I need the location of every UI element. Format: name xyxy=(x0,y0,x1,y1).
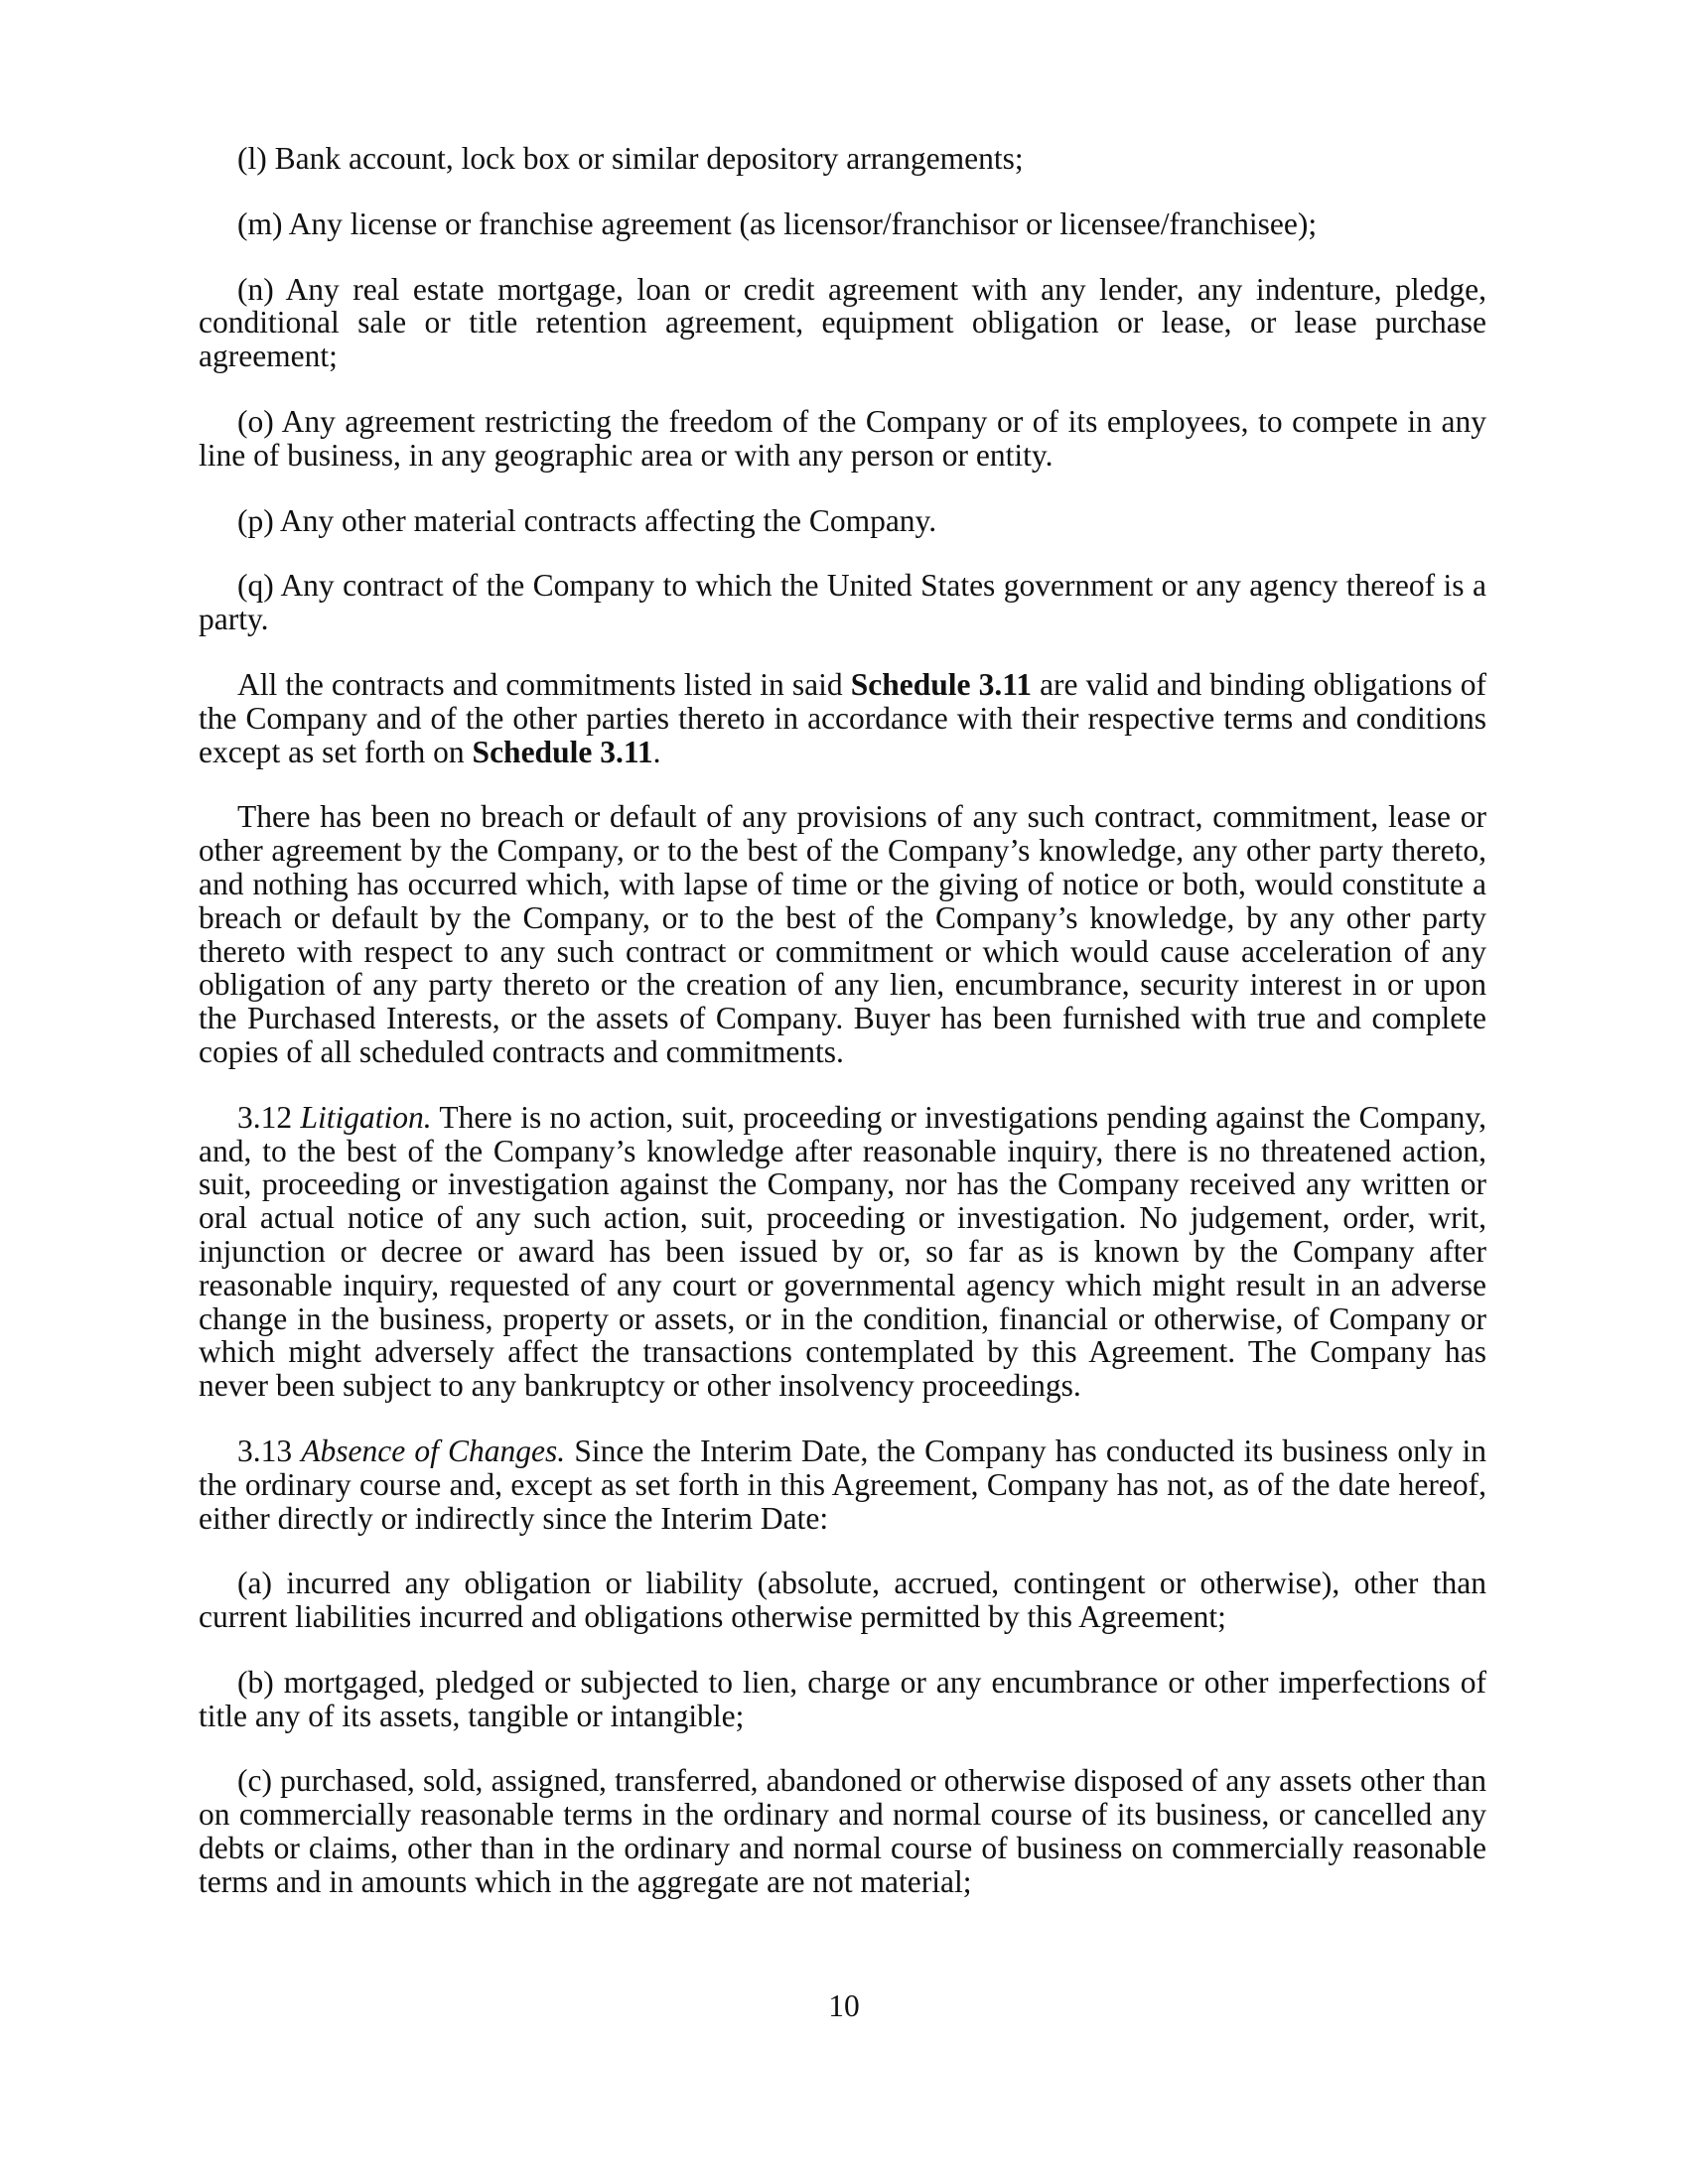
section-number: 3.13 xyxy=(237,1433,293,1468)
clause-b: (b) mortgaged, pledged or subjected to lien, charge or any encumbrance or other imperfections of title any of its assets, tangible or intangible; xyxy=(199,1664,1486,1733)
section-number: 3.12 xyxy=(237,1099,293,1135)
section-body: There is no action, suit, proceeding or investigations pending against the Company, and, to the best of the Company’s knowledge after reasonable inquiry, there is no threatened action, suit, proceeding or investigation against the Company, nor has the Company received any written or oral actual notice of any such action, suit, proceeding or investigation. No judgement, order, writ, injunction or decree or award has been issued by or, so far as is known by the Company after reasonable inquiry, requested of any court or governmental agency which might result in an adverse change in the business, property or assets, or in the condition, financial or otherwise, of Company or which might adversely affect the transactions contemplated by this Agreement. The Company has never been subject to any bankruptcy or other insolvency proceedings. xyxy=(199,1099,1487,1404)
clause-o: (o) Any agreement restricting the freedom of the Company or of its employees, to compete in any line of business, in any geographic area or with any person or entity. xyxy=(199,403,1486,473)
clause-n: (n) Any real estate mortgage, loan or credit agreement with any lender, any indenture, pledge, conditional sale or title retention agreement, equipment obligation or lease, or lease purchase agreement; xyxy=(199,271,1486,374)
contracts-validity-text-1: All the contracts and commitments listed in said xyxy=(237,666,851,702)
page-number: 10 xyxy=(828,1988,860,2023)
contracts-validity-text-2: are valid and binding obligations of the Company and of the other parties thereto in accordance with their respective terms and conditions except as set forth on xyxy=(199,666,1486,769)
contracts-validity-paragraph xyxy=(199,668,1486,768)
no-breach-paragraph: There has been no breach or default of any provisions of any such contract, commitment, lease or other agreement by the Company, or to the best of the Company’s knowledge, any other party thereto, and nothing has occurred which, with lapse of time or the giving of notice or both, would constitute a breach or default by the Company, or to the best of the Company’s knowledge, by any other party thereto with respect to any such contract or commitment or which would cause acceleration of any obligation of any party thereto or the creation of any lien, encumbrance, security interest in or upon the Purchased Interests, or the assets of Company. Buyer has been furnished with true and complete copies of all scheduled contracts and commitments. xyxy=(199,799,1486,1069)
clause-a: (a) incurred any obligation or liability (absolute, accrued, contingent or otherwise), other than current liabilities incurred and obligations otherwise permitted by this Agreement; xyxy=(199,1566,1486,1635)
clause-p: (p) Any other material contracts affecting the Company. xyxy=(237,502,937,538)
section-heading: Absence of Changes. xyxy=(301,1433,566,1468)
section-3-12-litigation xyxy=(199,1101,1486,1403)
schedule-reference: Schedule 3.11 xyxy=(472,734,653,769)
document-page xyxy=(199,142,1486,1899)
schedule-reference: Schedule 3.11 xyxy=(850,666,1032,702)
clause-q: (q) Any contract of the Company to which the United States government or any agency thereof is a party. xyxy=(199,568,1486,637)
section-3-13-absence-of-changes xyxy=(199,1434,1486,1535)
clause-m: (m) Any license or franchise agreement (as licensor/franchisor or licensee/franchisee); xyxy=(237,205,1318,241)
section-heading: Litigation. xyxy=(300,1099,432,1135)
section-body: Since the Interim Date, the Company has conducted its business only in the ordinary course and, except as set forth in this Agreement, Company has not, as of the date hereof, either directly or indirectly since the Interim Date: xyxy=(199,1433,1486,1536)
clause-c: (c) purchased, sold, assigned, transferred, abandoned or otherwise disposed of any assets other than on commercially reasonable terms in the ordinary and normal course of its business, or cancelled any debts or claims, other than in the ordinary and normal course of business on commercially reasonable terms and in amounts which in the aggregate are not material; xyxy=(199,1763,1486,1899)
contracts-validity-text-3: . xyxy=(652,734,661,769)
clause-l: (l) Bank account, lock box or similar depository arrangements; xyxy=(237,141,1024,176)
